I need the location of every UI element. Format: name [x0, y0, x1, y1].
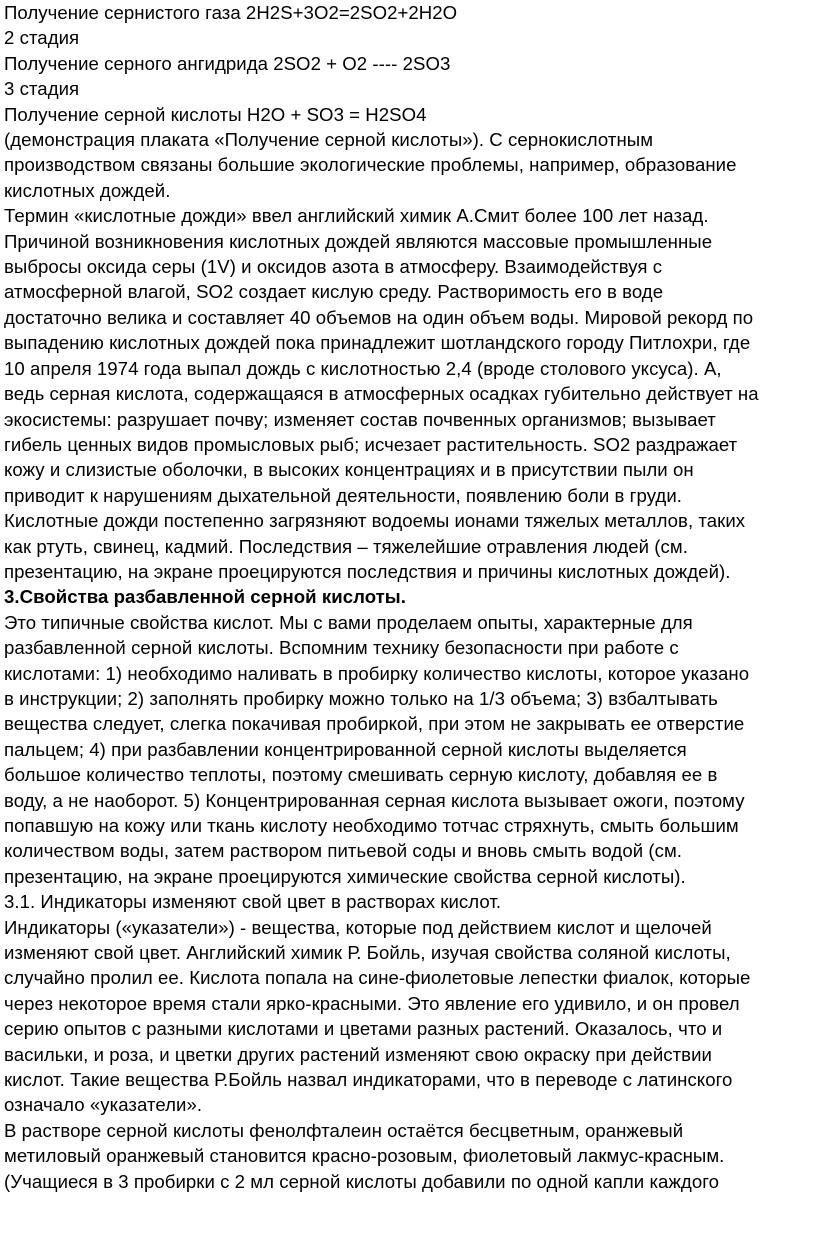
- text-line: 10 апреля 1974 года выпал дождь с кислотностью 2,4 (вроде столового уксуса). А,: [4, 357, 722, 379]
- text-line: воду, а не наоборот. 5) Концентрированная серная кислота вызывает ожоги, поэтому: [4, 789, 745, 811]
- text-line: большое количество теплоты, поэтому смешивать серную кислоту, добавляя ее в: [4, 764, 718, 786]
- text-line: презентацию, на экране проецируются химические свойства серной кислоты).: [4, 865, 686, 887]
- text-line: 3.1. Индикаторы изменяют свой цвет в растворах кислот.: [4, 891, 502, 913]
- text-line: Кислотные дожди постепенно загрязняют водоемы ионами тяжелых металлов, таких: [4, 510, 746, 532]
- text-line: метиловый оранжевый становится красно-розовым, фиолетовый лакмус-красным.: [4, 1145, 725, 1167]
- text-line: через некоторое время стали ярко-красными. Это явление его удивило, и он провел: [4, 992, 740, 1014]
- text-line: Индикаторы («указатели») - вещества, которые под действием кислот и щелочей: [4, 916, 712, 938]
- text-line: выбросы оксида серы (1V) и оксидов азота в атмосферу. Взаимодействуя с: [4, 256, 663, 278]
- text-line: 3 стадия: [4, 78, 80, 100]
- document-body: [4, 0, 812, 1194]
- text-line: васильки, и роза, и цветки других растений изменяют свою окраску при действии: [4, 1043, 712, 1065]
- text-line: Получение серной кислоты H2O + SO3 = H2SO4: [4, 103, 427, 125]
- text-line: ведь серная кислота, содержащаяся в атмосферных осадках губительно действует на: [4, 383, 759, 405]
- text-line: презентацию, на экране проецируются последствия и причины кислотных дождей).: [4, 560, 731, 582]
- text-line: выпадению кислотных дождей пока принадлежит шотландского городу Питлохри, где: [4, 332, 751, 354]
- text-line: серию опытов с разными кислотами и цветами разных растений. Оказалось, что и: [4, 1018, 723, 1040]
- text-line: количеством воды, затем раствором питьевой соды и вновь смыть водой (см.: [4, 840, 682, 862]
- text-line: Получение серного ангидрида 2SO2 + O2 ---- 2SO3: [4, 52, 451, 74]
- text-line: производством связаны большие экологические проблемы, например, образование: [4, 154, 737, 176]
- text-line: в инструкции; 2) заполнять пробирку можно только на 1/3 объема; 3) взбалтывать: [4, 687, 718, 709]
- text-line: как ртуть, свинец, кадмий. Последствия – тяжелейшие отравления людей (см.: [4, 535, 688, 557]
- text-line: (демонстрация плаката «Получение серной кислоты»). С сернокислотным: [4, 129, 654, 151]
- text-line: вещества следует, слегка покачивая пробиркой, при этом не закрывать ее отверстие: [4, 713, 745, 735]
- text-line: кислотных дождей.: [4, 179, 171, 201]
- text-line: Причиной возникновения кислотных дождей являются массовые промышленные: [4, 230, 713, 252]
- text-line: изменяют свой цвет. Английский химик Р. Бойль, изучая свойства соляной кислоты,: [4, 942, 731, 964]
- text-line: Получение сернистого газа 2H2S+3O2=2SO2+2H2O: [4, 2, 458, 23]
- text-line: Термин «кислотные дожди» ввел английский химик А.Смит более 100 лет назад.: [4, 205, 709, 227]
- text-line: означало «указатели».: [4, 1094, 203, 1116]
- text-line: (Учащиеся в 3 пробирки с 2 мл серной кислоты добавили по одной капли каждого: [4, 1170, 720, 1192]
- text-line: атмосферной влагой, SO2 создает кислую среду. Растворимость его в воде: [4, 281, 664, 303]
- text-line: кожу и слизистые оболочки, в высоких концентрациях и в присутствии пыли он: [4, 459, 694, 481]
- text-line: попавшую на кожу или ткань кислоту необходимо тотчас стряхнуть, смыть большим: [4, 815, 739, 836]
- text-line: В растворе серной кислоты фенолфталеин остаётся бесцветным, оранжевый: [4, 1119, 684, 1141]
- text-line: гибель ценных видов промысловых рыб; исчезает растительность. SO2 раздражает: [4, 433, 738, 455]
- text-line: Это типичные свойства кислот. Мы с вами проделаем опыты, характерные для: [4, 611, 693, 633]
- text-line: пальцем; 4) при разбавлении концентрированной серной кислоты выделяется: [4, 738, 687, 760]
- text-line: экосистемы: разрушает почву; изменяет состав почвенных организмов; вызывает: [4, 408, 716, 430]
- text-line: достаточно велика и составляет 40 объемов на один объем воды. Мировой рекорд по: [4, 306, 754, 328]
- text-line: приводит к нарушениям дыхательной деятельности, появлению боли в груди.: [4, 484, 682, 506]
- text-line: кислот. Такие вещества Р.Бойль назвал индикаторами, что в переводе с латинского: [4, 1069, 733, 1091]
- text-line: разбавленной серной кислоты. Вспомним технику безопасности при работе с: [4, 637, 679, 659]
- text-line: кислотами: 1) необходимо наливать в пробирку количество кислоты, которое указано: [4, 662, 750, 684]
- text-line: 2 стадия: [4, 27, 80, 49]
- text-line: случайно пролил ее. Кислота попала на сине-фиолетовые лепестки фиалок, которые: [4, 967, 751, 989]
- section-heading: 3.Свойства разбавленной серной кислоты.: [4, 586, 406, 608]
